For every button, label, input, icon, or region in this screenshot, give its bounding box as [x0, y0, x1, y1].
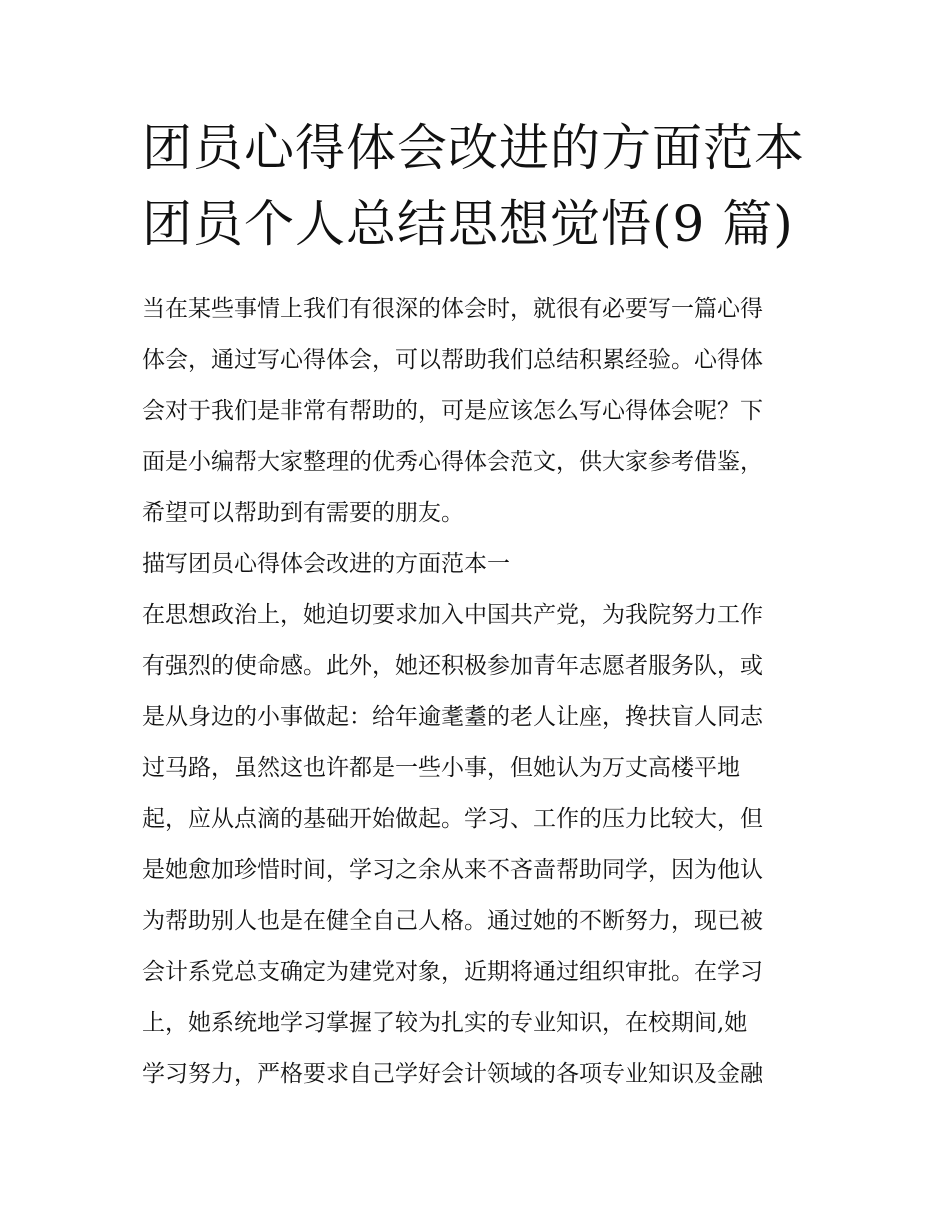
section-heading: 描写团员心得体会改进的方面范本一: [142, 551, 510, 577]
body-line: 是从身边的小事做起：给年逾耄耋的老人让座，搀扶盲人同志: [142, 704, 763, 730]
intro-line: 面是小编帮大家整理的优秀心得体会范文，供大家参考借鉴，: [142, 449, 763, 475]
title-line-2: 团员个人总结思想觉悟(9 篇): [142, 195, 794, 253]
body-paragraph: [142, 590, 822, 1100]
body-line: 过马路，虽然这也许都是一些小事，但她认为万丈高楼平地: [142, 755, 740, 781]
intro-line: 希望可以帮助到有需要的朋友。: [142, 500, 464, 526]
body-line: 在思想政治上，她迫切要求加入中国共产党，为我院努力工作: [142, 602, 763, 628]
body-line: 上，她系统地学习掌握了较为扎实的专业知识，在校期间,她: [142, 1010, 748, 1036]
intro-line: 会对于我们是非常有帮助的，可是应该怎么写心得体会呢？下: [142, 398, 763, 424]
intro-line: 体会，通过写心得体会，可以帮助我们总结积累经验。心得体: [142, 347, 763, 373]
body-line: 学习努力，严格要求自己学好会计领域的各项专业知识及金融: [142, 1061, 763, 1087]
document-title: [142, 110, 822, 262]
body-line: 是她愈加珍惜时间，学习之余从来不吝啬帮助同学，因为他认: [142, 857, 763, 883]
body-line: 为帮助别人也是在健全自己人格。通过她的不断努力，现已被: [142, 908, 763, 934]
title-line-1: 团员心得体会改进的方面范本: [142, 119, 805, 177]
intro-paragraph: [142, 284, 822, 539]
document-page: [142, 110, 822, 1100]
body-line: 起，应从点滴的基础开始做起。学习、工作的压力比较大，但: [142, 806, 763, 832]
body-line: 有强烈的使命感。此外，她还积极参加青年志愿者服务队，或: [142, 653, 763, 679]
body-line: 会计系党总支确定为建党对象，近期将通过组织审批。在学习: [142, 959, 763, 985]
intro-line: 当在某些事情上我们有很深的体会时，就很有必要写一篇心得: [142, 296, 763, 322]
